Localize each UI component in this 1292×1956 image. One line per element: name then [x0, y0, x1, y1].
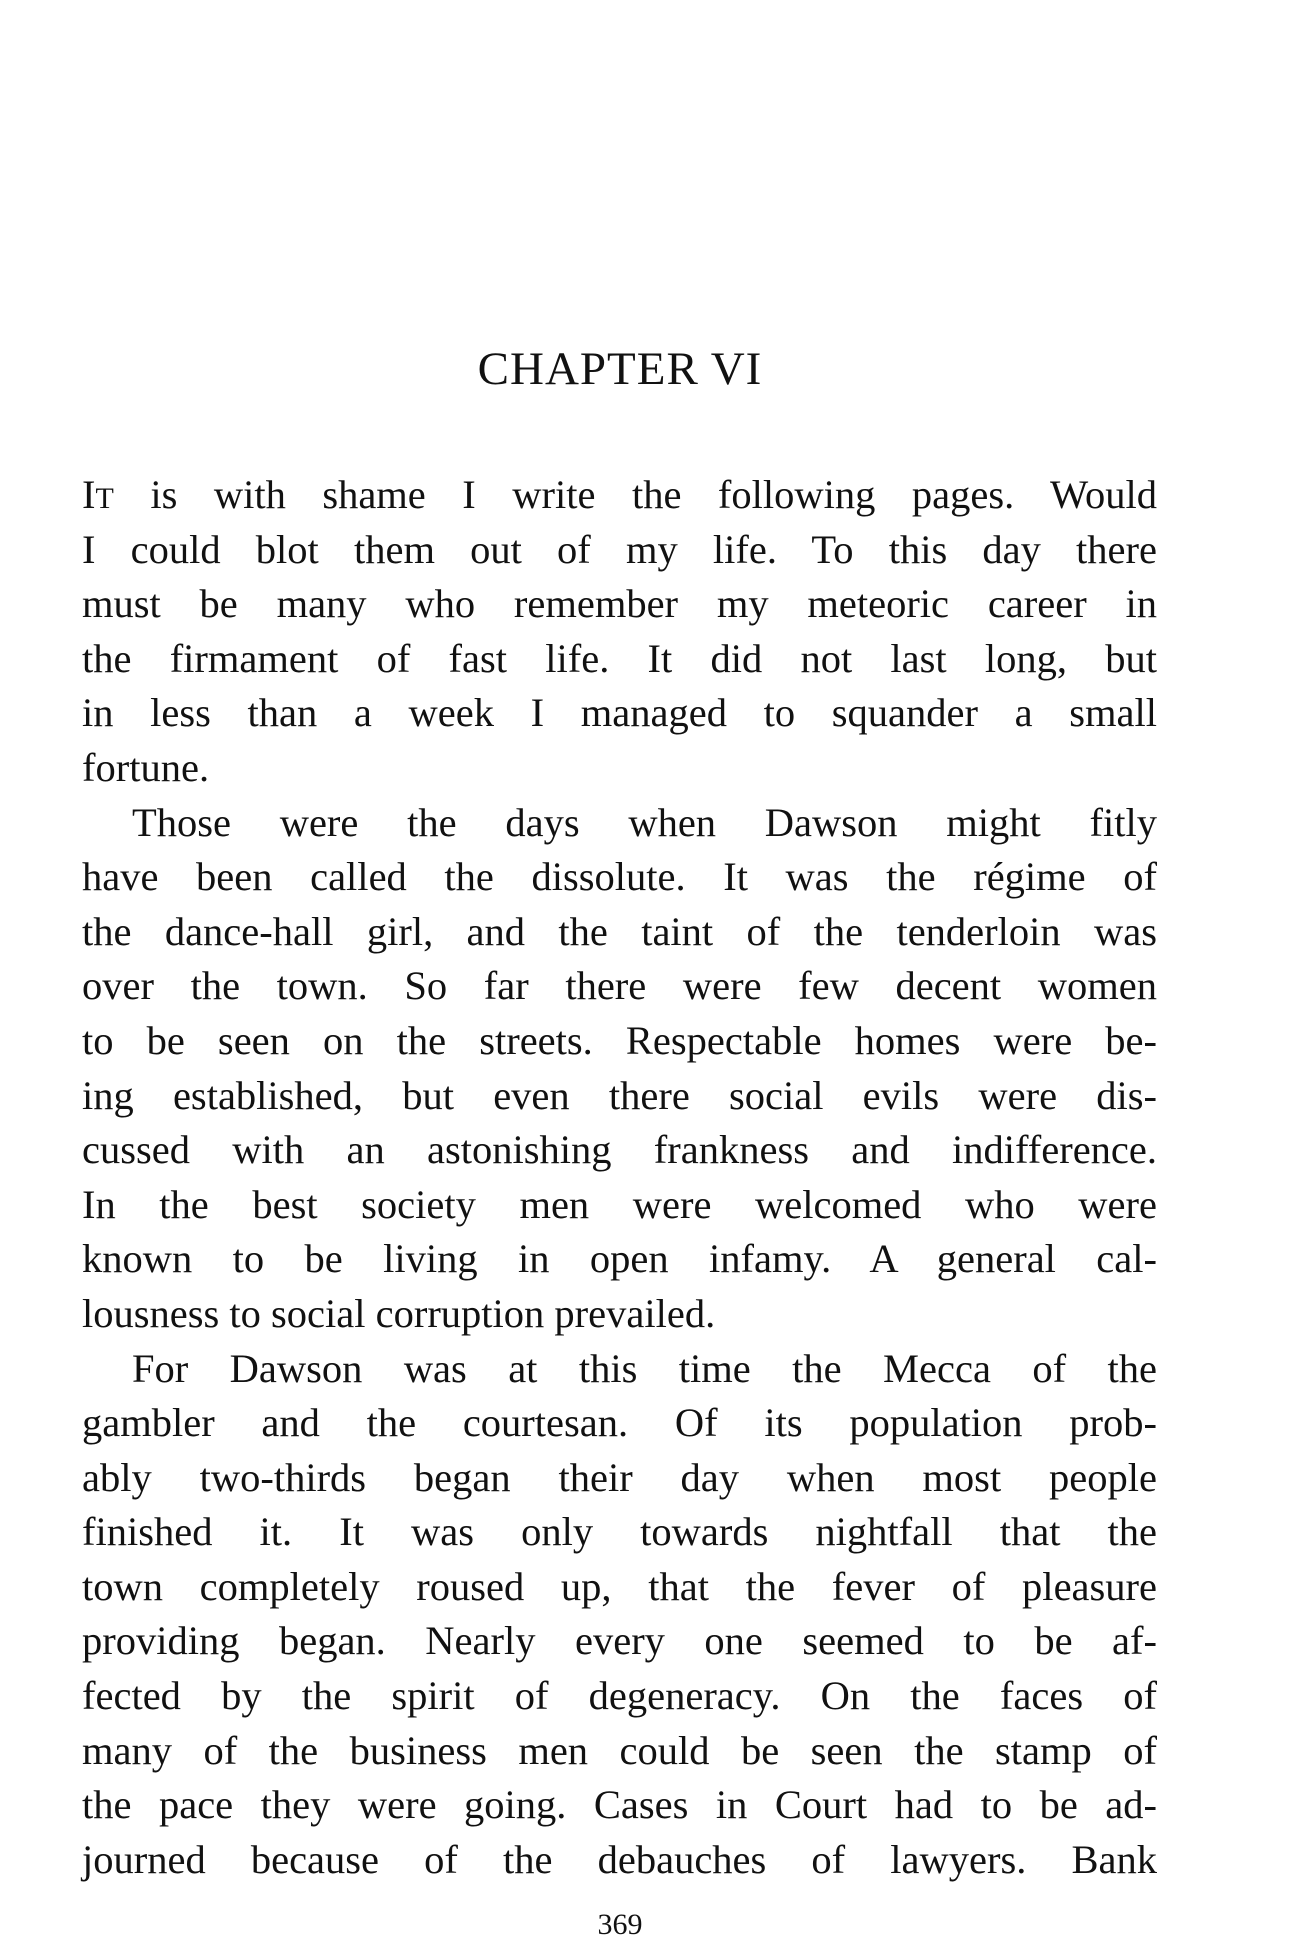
text-line: ably two-thirds began their day when most people — [82, 1454, 1157, 1500]
text-line: known to be living in open infamy. A general cal- — [82, 1236, 1157, 1282]
small-caps-letter: T — [95, 482, 114, 515]
text-line: over the town. So far there were few decent women — [82, 963, 1157, 1009]
body-text — [82, 468, 1157, 1887]
text-line: gambler and the courtesan. Of its population prob- — [82, 1400, 1157, 1446]
text-line: IT is with shame I write the following pages. Would — [82, 472, 1157, 517]
text-line: In the best society men were welcomed who were — [82, 1181, 1157, 1227]
text-line: cussed with an astonishing frankness and indifference. — [82, 1127, 1157, 1173]
text-line: to be seen on the streets. Respectable homes were be- — [82, 1017, 1157, 1063]
text-line: For Dawson was at this time the Mecca of the — [132, 1345, 1157, 1391]
text-line: town completely roused up, that the fever of pleasure — [82, 1563, 1157, 1609]
text-line: fortune. — [82, 744, 210, 790]
text-line: many of the business men could be seen the stamp of — [82, 1727, 1157, 1773]
text-line: finished it. It was only towards nightfall that the — [82, 1509, 1157, 1555]
text-line: journed because of the debauches of lawyers. Bank — [82, 1836, 1157, 1882]
page-number: 369 — [597, 1908, 643, 1941]
text-line: I could blot them out of my life. To this day there — [82, 526, 1157, 572]
text-line: have been called the dissolute. It was the régime of — [82, 854, 1157, 900]
text-line: in less than a week I managed to squander a small — [82, 690, 1157, 736]
text-line: providing began. Nearly every one seemed to be af- — [82, 1618, 1157, 1664]
text-line: ing established, but even there social evils were dis- — [82, 1072, 1157, 1118]
text-line: Those were the days when Dawson might fitly — [132, 799, 1157, 845]
text-line: must be many who remember my meteoric career in — [82, 581, 1157, 627]
text-line: the pace they were going. Cases in Court had to be ad- — [82, 1782, 1157, 1828]
text-line: lousness to social corruption prevailed. — [82, 1290, 716, 1336]
text-line: fected by the spirit of degeneracy. On the faces of — [82, 1673, 1157, 1719]
drop-letter: I — [82, 472, 96, 517]
text-line: the dance-hall girl, and the taint of the tenderloin was — [82, 908, 1157, 954]
chapter-heading: CHAPTER VI — [477, 343, 763, 395]
text-line: the firmament of fast life. It did not last long, but — [82, 635, 1157, 681]
